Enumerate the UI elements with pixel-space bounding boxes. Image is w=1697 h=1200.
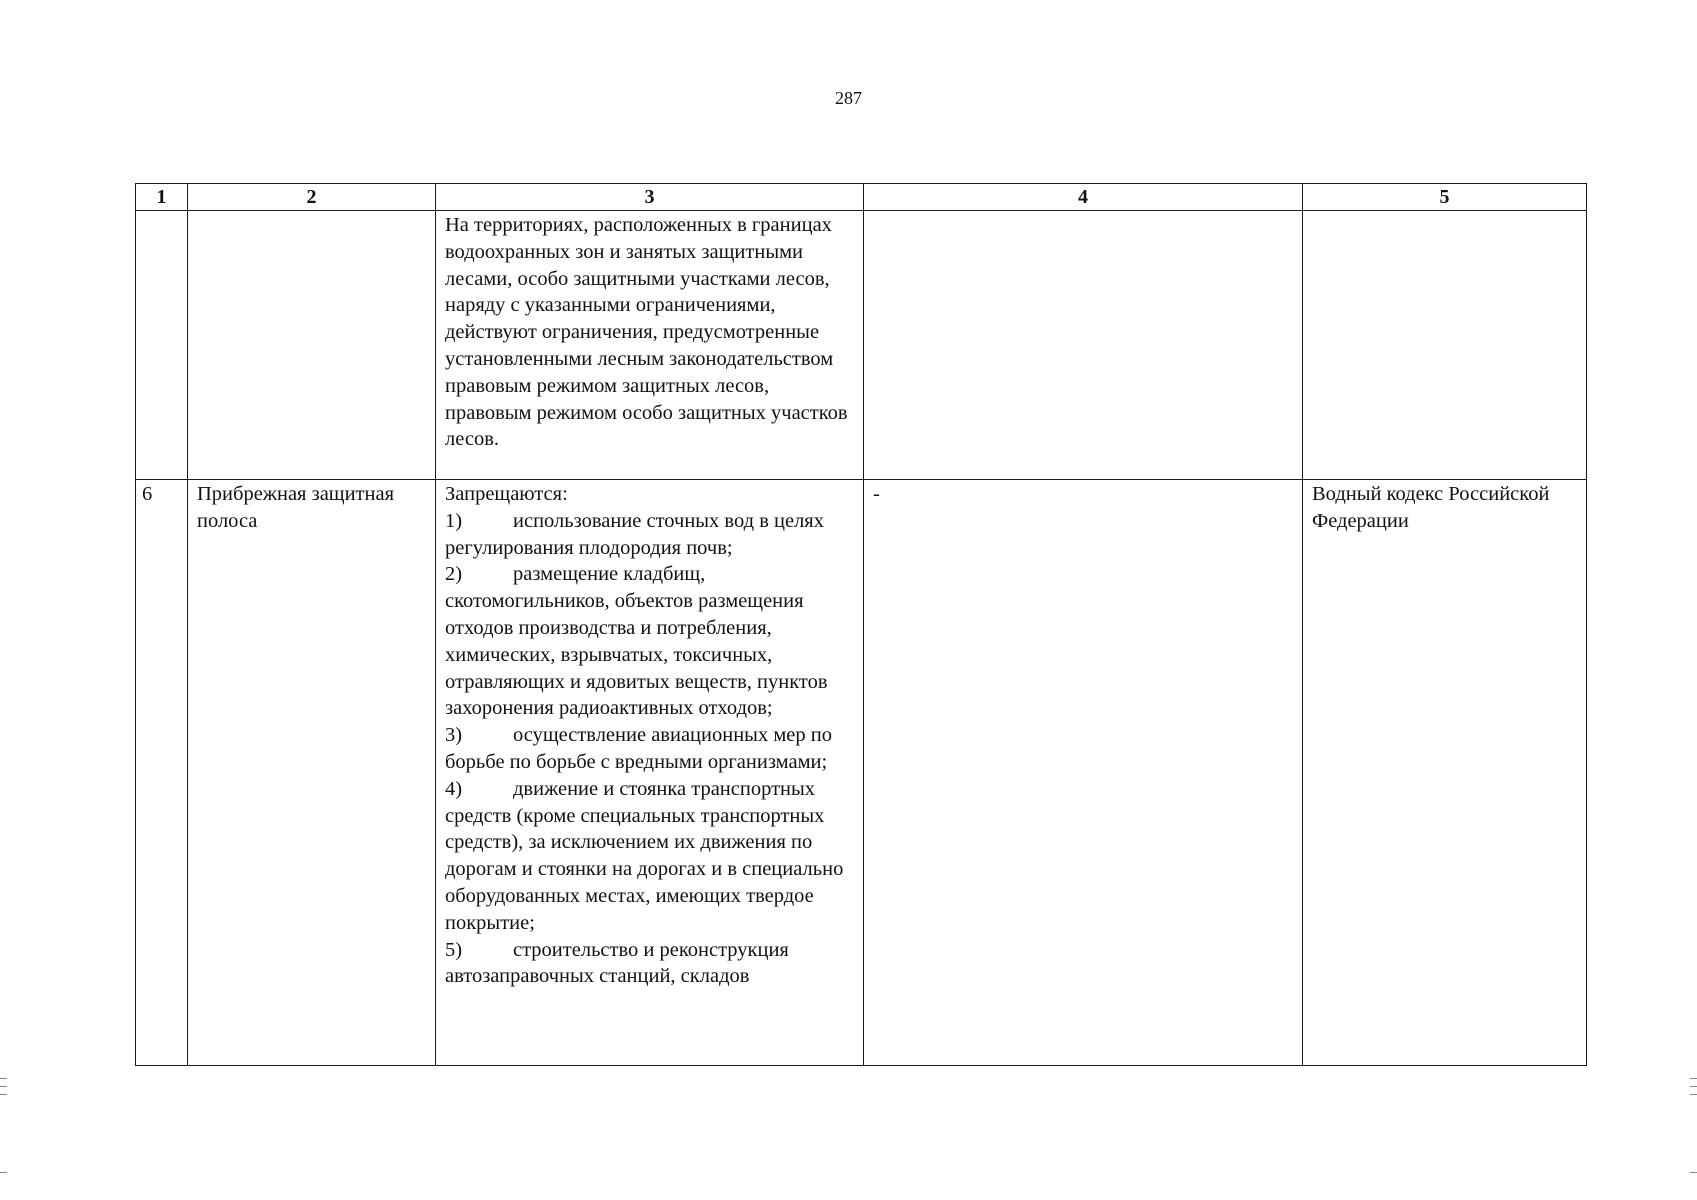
row-number-cell bbox=[136, 480, 188, 1066]
scan-edge-mark bbox=[0, 1078, 7, 1079]
list-item-text: строительство и реконструкция автозаправочных станций, складов bbox=[445, 938, 789, 988]
scan-edge-mark bbox=[0, 1172, 7, 1173]
restrictions-cell bbox=[436, 211, 864, 480]
zoning-table bbox=[135, 183, 1587, 1066]
table-header-row bbox=[136, 184, 1587, 211]
row-number-cell bbox=[136, 211, 188, 480]
list-item bbox=[445, 937, 854, 991]
restrictions-cell bbox=[436, 480, 864, 1066]
list-item bbox=[445, 776, 854, 937]
zone-name: Прибрежная защитная полоса bbox=[197, 483, 395, 532]
scan-edge-mark bbox=[1690, 1078, 1697, 1079]
scan-edge-mark bbox=[1690, 1172, 1697, 1173]
page-number: 287 bbox=[835, 88, 862, 108]
list-item bbox=[445, 508, 854, 562]
list-item-number: 5) bbox=[445, 938, 463, 961]
row-number: 6 bbox=[142, 483, 153, 505]
legal-basis-cell bbox=[1303, 211, 1587, 480]
column-4-cell bbox=[864, 480, 1303, 1066]
scan-edge-mark bbox=[0, 1094, 7, 1095]
list-item-text: осуществление авиационных мер по борьбе по борьбе с вредными организмами; bbox=[445, 724, 832, 773]
restrictions-intro: Запрещаются: bbox=[445, 483, 568, 505]
list-item-text: использование сточных вод в целях регулирования плодородия почв; bbox=[445, 509, 824, 559]
list-item-number: 2) bbox=[445, 563, 463, 586]
column-header-3: 3 bbox=[436, 184, 864, 211]
list-item-text: движение и стоянка транспортных средств (кроме специальных транспортных средств), за исключением их движения по дорогам и стоянки на дорогах и в специально оборудованных местах, имеющих твердое покрытие; bbox=[445, 777, 844, 934]
restrictions-text: На территориях, расположенных в границах водоохранных зон и занятых защитными лесами, особо защитными участками лесов, наряду с указанными ограничениями, действуют ограничения, предусмотренные установленными лесным законодательством правовым режимом защитных лесов, правовым режимом особо защитных участков лесов. bbox=[445, 214, 848, 451]
column-4-value: - bbox=[873, 483, 880, 505]
list-item-number: 1) bbox=[445, 509, 463, 532]
list-item-number: 3) bbox=[445, 724, 463, 747]
list-item-number: 4) bbox=[445, 777, 463, 800]
scan-edge-mark bbox=[0, 1086, 7, 1087]
scan-edge-mark bbox=[1690, 1094, 1697, 1095]
column-header-5: 5 bbox=[1303, 184, 1587, 211]
column-header-2: 2 bbox=[188, 184, 436, 211]
zone-name-cell bbox=[188, 211, 436, 480]
table-row bbox=[136, 211, 1587, 480]
column-header-1: 1 bbox=[136, 184, 188, 211]
column-header-4: 4 bbox=[864, 184, 1303, 211]
scan-edge-mark bbox=[1690, 1086, 1697, 1087]
zone-name-cell bbox=[188, 480, 436, 1066]
list-item bbox=[445, 722, 854, 776]
list-item bbox=[445, 561, 854, 722]
column-4-cell bbox=[864, 211, 1303, 480]
legal-basis-cell bbox=[1303, 480, 1587, 1066]
legal-basis-text: Водный кодекс Российской Федерации bbox=[1312, 483, 1550, 532]
table-row bbox=[136, 480, 1587, 1066]
list-item-text: размещение кладбищ, скотомогильников, объектов размещения отходов производства и потребления, химических, взрывчатых, токсичных, отравляющих и ядовитых веществ, пунктов захоронения радиоактивных отходов; bbox=[445, 563, 828, 720]
